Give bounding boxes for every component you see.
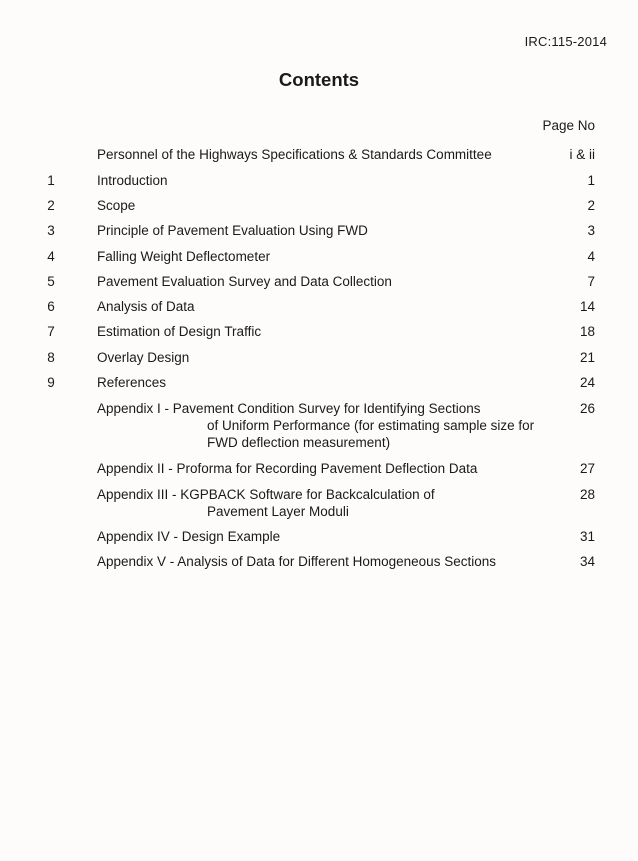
toc-entry-number: 1 xyxy=(47,173,55,188)
toc-entry-title-line: Introduction xyxy=(97,173,168,188)
toc-entry-page-number: 14 xyxy=(579,299,595,314)
toc-entry-number: 9 xyxy=(47,375,55,390)
toc-entry-title-line: Overlay Design xyxy=(97,350,190,365)
toc-entry-number: 2 xyxy=(47,198,55,213)
toc-entry-page-number: 4 xyxy=(587,249,595,264)
toc-entry-title xyxy=(97,248,537,265)
toc-entry-title-continuation: Pavement Layer Moduli xyxy=(207,504,349,519)
toc-entry-title-line: Appendix II - Proforma for Recording Pavement Deflection Data xyxy=(97,461,478,476)
toc-entry-number: 6 xyxy=(47,299,55,314)
toc-entry-number: 5 xyxy=(47,274,55,289)
toc-entry-page-number: 18 xyxy=(579,324,595,339)
toc-entry-title xyxy=(97,400,537,451)
toc-entry-page-number: i & ii xyxy=(569,147,595,162)
toc-entry-title-line: Scope xyxy=(97,198,136,213)
page-title: Contents xyxy=(278,69,360,90)
toc-entry-page-number: 24 xyxy=(579,375,595,390)
toc-entry-title xyxy=(97,553,537,570)
toc-entry-title xyxy=(97,486,537,520)
toc-entry-title-line: Appendix I - Pavement Condition Survey for Identifying Sections xyxy=(97,401,481,416)
toc-entry-number: 8 xyxy=(47,350,55,365)
page-no-column-header: Page No xyxy=(542,118,595,133)
document-code: IRC:115-2014 xyxy=(524,34,607,49)
toc-entry-page-number: 21 xyxy=(579,350,595,365)
toc-entry-page-number: 3 xyxy=(587,223,595,238)
toc-entry-page-number: 2 xyxy=(587,198,595,213)
toc-entry-title-line: Appendix IV - Design Example xyxy=(97,529,281,544)
toc-entry-title xyxy=(97,146,537,163)
toc-entry-title-line: Appendix III - KGPBACK Software for Backcalculation of xyxy=(97,487,435,502)
toc-entry-page-number: 7 xyxy=(587,274,595,289)
toc-entry-title xyxy=(97,172,537,189)
toc-entry-title xyxy=(97,197,537,214)
toc-entry-page-number: 27 xyxy=(579,461,595,476)
toc-entry-title-line: Principle of Pavement Evaluation Using FWD xyxy=(97,223,368,238)
toc-entry-page-number: 31 xyxy=(579,529,595,544)
toc-entry-title-line: Falling Weight Deflectometer xyxy=(97,249,271,264)
toc-entry-number: 4 xyxy=(47,249,55,264)
toc-entry-title xyxy=(97,374,537,391)
toc-entry-page-number: 1 xyxy=(587,173,595,188)
toc-entry-title xyxy=(97,222,537,239)
toc-entry-title xyxy=(97,460,537,477)
toc-entry-title-line: Estimation of Design Traffic xyxy=(97,324,262,339)
toc-entry-title-line: Appendix V - Analysis of Data for Different Homogeneous Sections xyxy=(97,554,496,569)
toc-entry-title-continuation: FWD deflection measurement) xyxy=(207,435,391,450)
toc-entry-page-number: 28 xyxy=(579,487,595,502)
toc-entry-title xyxy=(97,273,537,290)
toc-entry-title xyxy=(97,298,537,315)
toc-entry-number: 7 xyxy=(47,324,55,339)
toc-entry-page-number: 34 xyxy=(579,554,595,569)
toc-entry-title-line: Analysis of Data xyxy=(97,299,195,314)
toc-entry-title xyxy=(97,528,537,545)
toc-entry-title-continuation: of Uniform Performance (for estimating sample size for xyxy=(207,418,535,433)
toc-entry-title-line: Personnel of the Highways Specifications & Standards Committee xyxy=(97,147,492,162)
toc-entry-page-number: 26 xyxy=(579,401,595,416)
toc-entry-title xyxy=(97,349,537,366)
toc-entry-title-line: References xyxy=(97,375,167,390)
toc-entry-title-line: Pavement Evaluation Survey and Data Collection xyxy=(97,274,392,289)
toc-entry-number: 3 xyxy=(47,223,55,238)
toc-entry-title xyxy=(97,323,537,340)
